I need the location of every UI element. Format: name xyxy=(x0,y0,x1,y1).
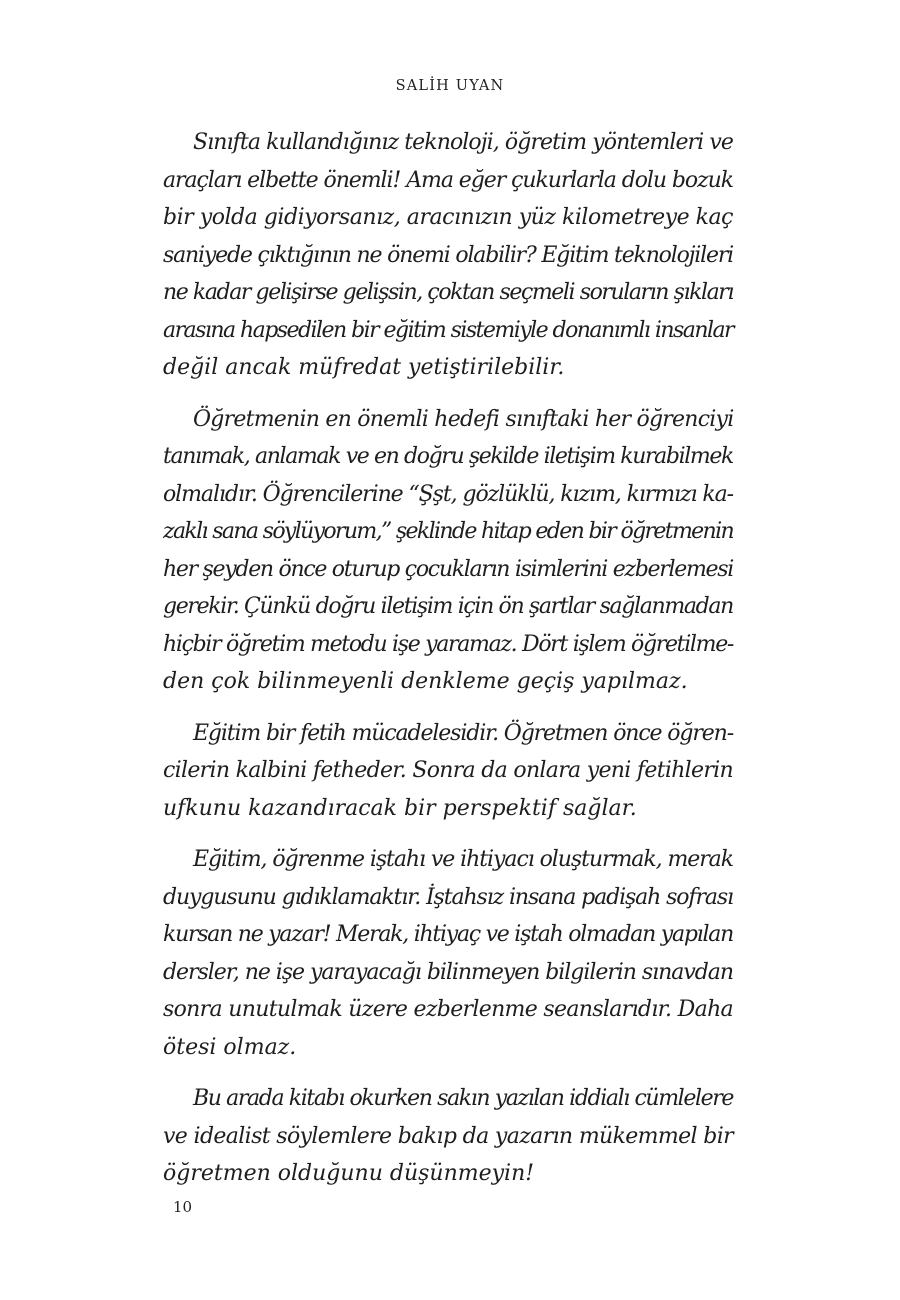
text-line: araçları elbette önemli! Ama eğer çukurlarla dolu bozuk xyxy=(163,167,734,193)
text-line: Eğitim bir fetih mücadelesidir. Öğretmen önce öğren- xyxy=(193,720,733,746)
text-line: değil ancak müfredat yetiştirilebilir. xyxy=(163,355,565,380)
text-line: Eğitim, öğrenme iştahı ve ihtiyacı oluşturmak, merak xyxy=(193,847,733,872)
text-line: sonra unutulmak üzere ezberlenme seanslarıdır. Daha xyxy=(163,997,733,1022)
paragraph xyxy=(163,124,733,387)
text-line: zaklı sana söylüyorum,” şeklinde hitap eden bir öğretmenin xyxy=(163,519,733,544)
text-line: ve idealist söylemlere bakıp da yazarın mükemmel bir xyxy=(163,1123,733,1149)
paragraph xyxy=(163,401,733,701)
text-line: Sınıfta kullandığınız teknoloji, öğretim yöntemleri ve xyxy=(193,130,733,155)
text-line: kursan ne yazar! Merak, ihtiyaç ve iştah olmadan yapılan xyxy=(163,922,733,947)
paragraph xyxy=(163,841,733,1066)
running-head: SALİH UYAN xyxy=(395,78,505,94)
text-line: den çok bilinmeyenli denkleme geçiş yapılmaz. xyxy=(163,669,688,694)
text-line: öğretmen olduğunu düşünmeyin! xyxy=(163,1161,535,1186)
text-line: Öğretmenin en önemli hedefi sınıftaki her öğrenciyi xyxy=(193,406,734,432)
paragraph xyxy=(163,1080,733,1193)
text-line: saniyede çıktığının ne önemi olabilir? Eğitim teknolojileri xyxy=(163,242,734,268)
text-line: bir yolda gidiyorsanız, aracınızın yüz kilometreye kaç xyxy=(163,205,734,230)
text-line: ötesi olmaz. xyxy=(163,1034,297,1060)
text-line: ufkunu kazandıracak bir perspektif sağlar. xyxy=(163,795,637,821)
text-line: cilerin kalbini fetheder. Sonra da onlara yeni fetihlerin xyxy=(163,758,733,783)
text-line: dersler, ne işe yarayacağı bilinmeyen bilgilerin sınavdan xyxy=(163,959,733,985)
text-line: tanımak, anlamak ve en doğru şekilde iletişim kurabilmek xyxy=(163,444,733,469)
body-text xyxy=(163,124,733,1193)
text-line: her şeyden önce oturup çocukların isimlerini ezberlemesi xyxy=(163,556,734,582)
text-line: arasına hapsedilen bir eğitim sistemiyle donanımlı insanlar xyxy=(163,317,733,343)
text-line: ne kadar gelişirse gelişsin, çoktan seçmeli soruların şıkları xyxy=(163,280,733,305)
text-line: Bu arada kitabı okurken sakın yazılan iddialı cümlelere xyxy=(193,1086,733,1111)
text-line: gerekir. Çünkü doğru iletişim için ön şartlar sağlanmadan xyxy=(163,594,733,619)
text-line: duygusunu gıdıklamaktır. İştahsız insana padişah sofrası xyxy=(163,884,733,910)
text-line: hiçbir öğretim metodu işe yaramaz. Dört işlem öğretilme- xyxy=(163,631,734,657)
paragraph xyxy=(163,715,733,828)
text-line: olmalıdır. Öğrencilerine “Şşt, gözlüklü, kızım, kırmızı ka- xyxy=(163,481,733,507)
page-number: 10 xyxy=(173,1198,193,1216)
